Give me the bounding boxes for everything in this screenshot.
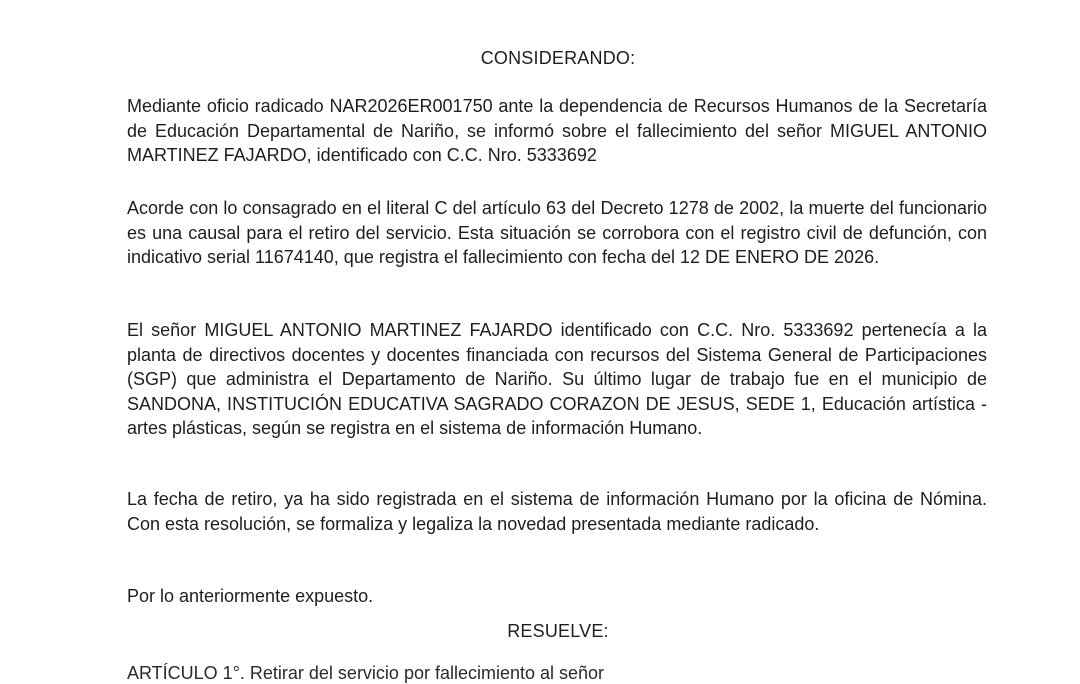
paragraph-expuesto: Por lo anteriormente expuesto. bbox=[127, 586, 374, 606]
considerando-heading: CONSIDERANDO: bbox=[480, 48, 636, 68]
paragraph-fecha-retiro: La fecha de retiro, ya ha sido registrada en el sistema de información Humano por la oficina de Nómina. Con esta resolución, se formaliza y legaliza la novedad presentada mediante radicado. bbox=[127, 489, 987, 534]
paragraph-oficio-radicado: Mediante oficio radicado NAR2026ER001750 ante la dependencia de Recursos Humanos de la Secretaría de Educación Departamental de Nariño, se informó sobre el fallecimiento del señor MIGUEL ANTONIO MARTINEZ FAJARDO, identificado con C.C. Nro. 5333692 bbox=[127, 96, 987, 165]
articulo-1-cut-line: ARTÍCULO 1°. Retirar del servicio por fallecimiento al señor bbox=[127, 663, 605, 683]
paragraph-causal-retiro: Acorde con lo consagrado en el literal C del artículo 63 del Decreto 1278 de 2002, la muerte del funcionario es una causal para el retiro del servicio. Esta situación se corrobora con el registro civil de defunción, con indicativo serial 11674140, que registra el fallecimiento con fecha del 12 DE ENERO DE 2026. bbox=[127, 198, 987, 267]
resuelve-heading: RESUELVE: bbox=[507, 621, 609, 641]
paragraph-planta-docente: El señor MIGUEL ANTONIO MARTINEZ FAJARDO identificado con C.C. Nro. 5333692 pertenecía a la planta de directivos docentes y docentes financiada con recursos del Sistema General de Participaciones (SGP) que administra el Departamento de Nariño. Su último lugar de trabajo fue en el municipio de SANDONA, INSTITUCIÓN EDUCATIVA SAGRADO CORAZON DE JESUS, SEDE 1, Educación artística - artes plásticas, según se registra en el sistema de información Humano. bbox=[127, 320, 987, 438]
cropped-previous-line bbox=[300, 0, 820, 2]
